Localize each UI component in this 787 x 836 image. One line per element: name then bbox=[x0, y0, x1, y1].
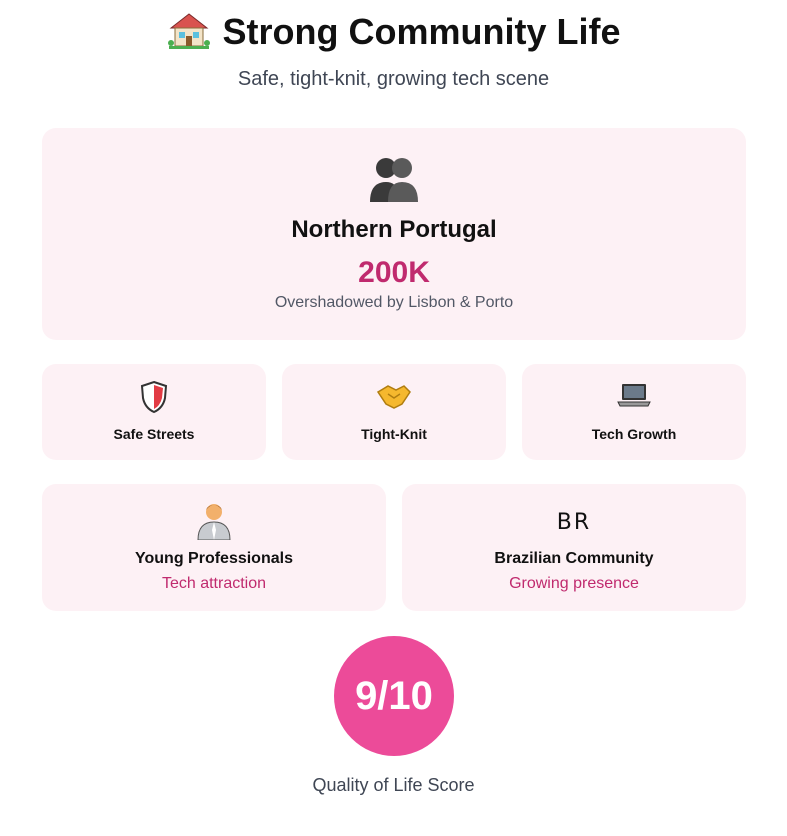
region-name: Northern Portugal bbox=[291, 216, 497, 243]
laptop-icon bbox=[522, 380, 746, 416]
brazil-flag-icon: BR bbox=[556, 510, 592, 535]
title-text: Strong Community Life bbox=[222, 11, 621, 52]
feature-card-tech-growth bbox=[522, 364, 746, 460]
handshake-icon bbox=[282, 380, 506, 416]
house-with-garden-icon bbox=[167, 10, 211, 50]
people-icon bbox=[42, 154, 746, 204]
feature-label: Tight-Knit bbox=[361, 426, 427, 442]
score-badge: 9/10 bbox=[334, 636, 454, 756]
feature-label: Tech Growth bbox=[591, 426, 677, 442]
highlight-subtext: Tech attraction bbox=[161, 575, 267, 592]
page-subtitle: Safe, tight-knit, growing tech scene bbox=[237, 68, 550, 90]
feature-card-tight-knit bbox=[282, 364, 506, 460]
page-title bbox=[0, 10, 787, 54]
population-value: 200K bbox=[358, 256, 430, 289]
population-note: Overshadowed by Lisbon & Porto bbox=[274, 294, 514, 311]
feature-label: Safe Streets bbox=[113, 426, 195, 442]
highlight-subtext: Growing presence bbox=[509, 575, 639, 592]
highlight-card-young-professionals bbox=[42, 484, 386, 611]
highlight-label: Brazilian Community bbox=[494, 550, 654, 567]
office-worker-icon bbox=[42, 500, 386, 540]
feature-card-safe-streets bbox=[42, 364, 266, 460]
highlight-label: Young Professionals bbox=[135, 550, 293, 567]
score-label: Quality of Life Score bbox=[312, 775, 475, 795]
highlight-card-brazilian-community bbox=[402, 484, 746, 611]
shield-icon bbox=[42, 380, 266, 416]
